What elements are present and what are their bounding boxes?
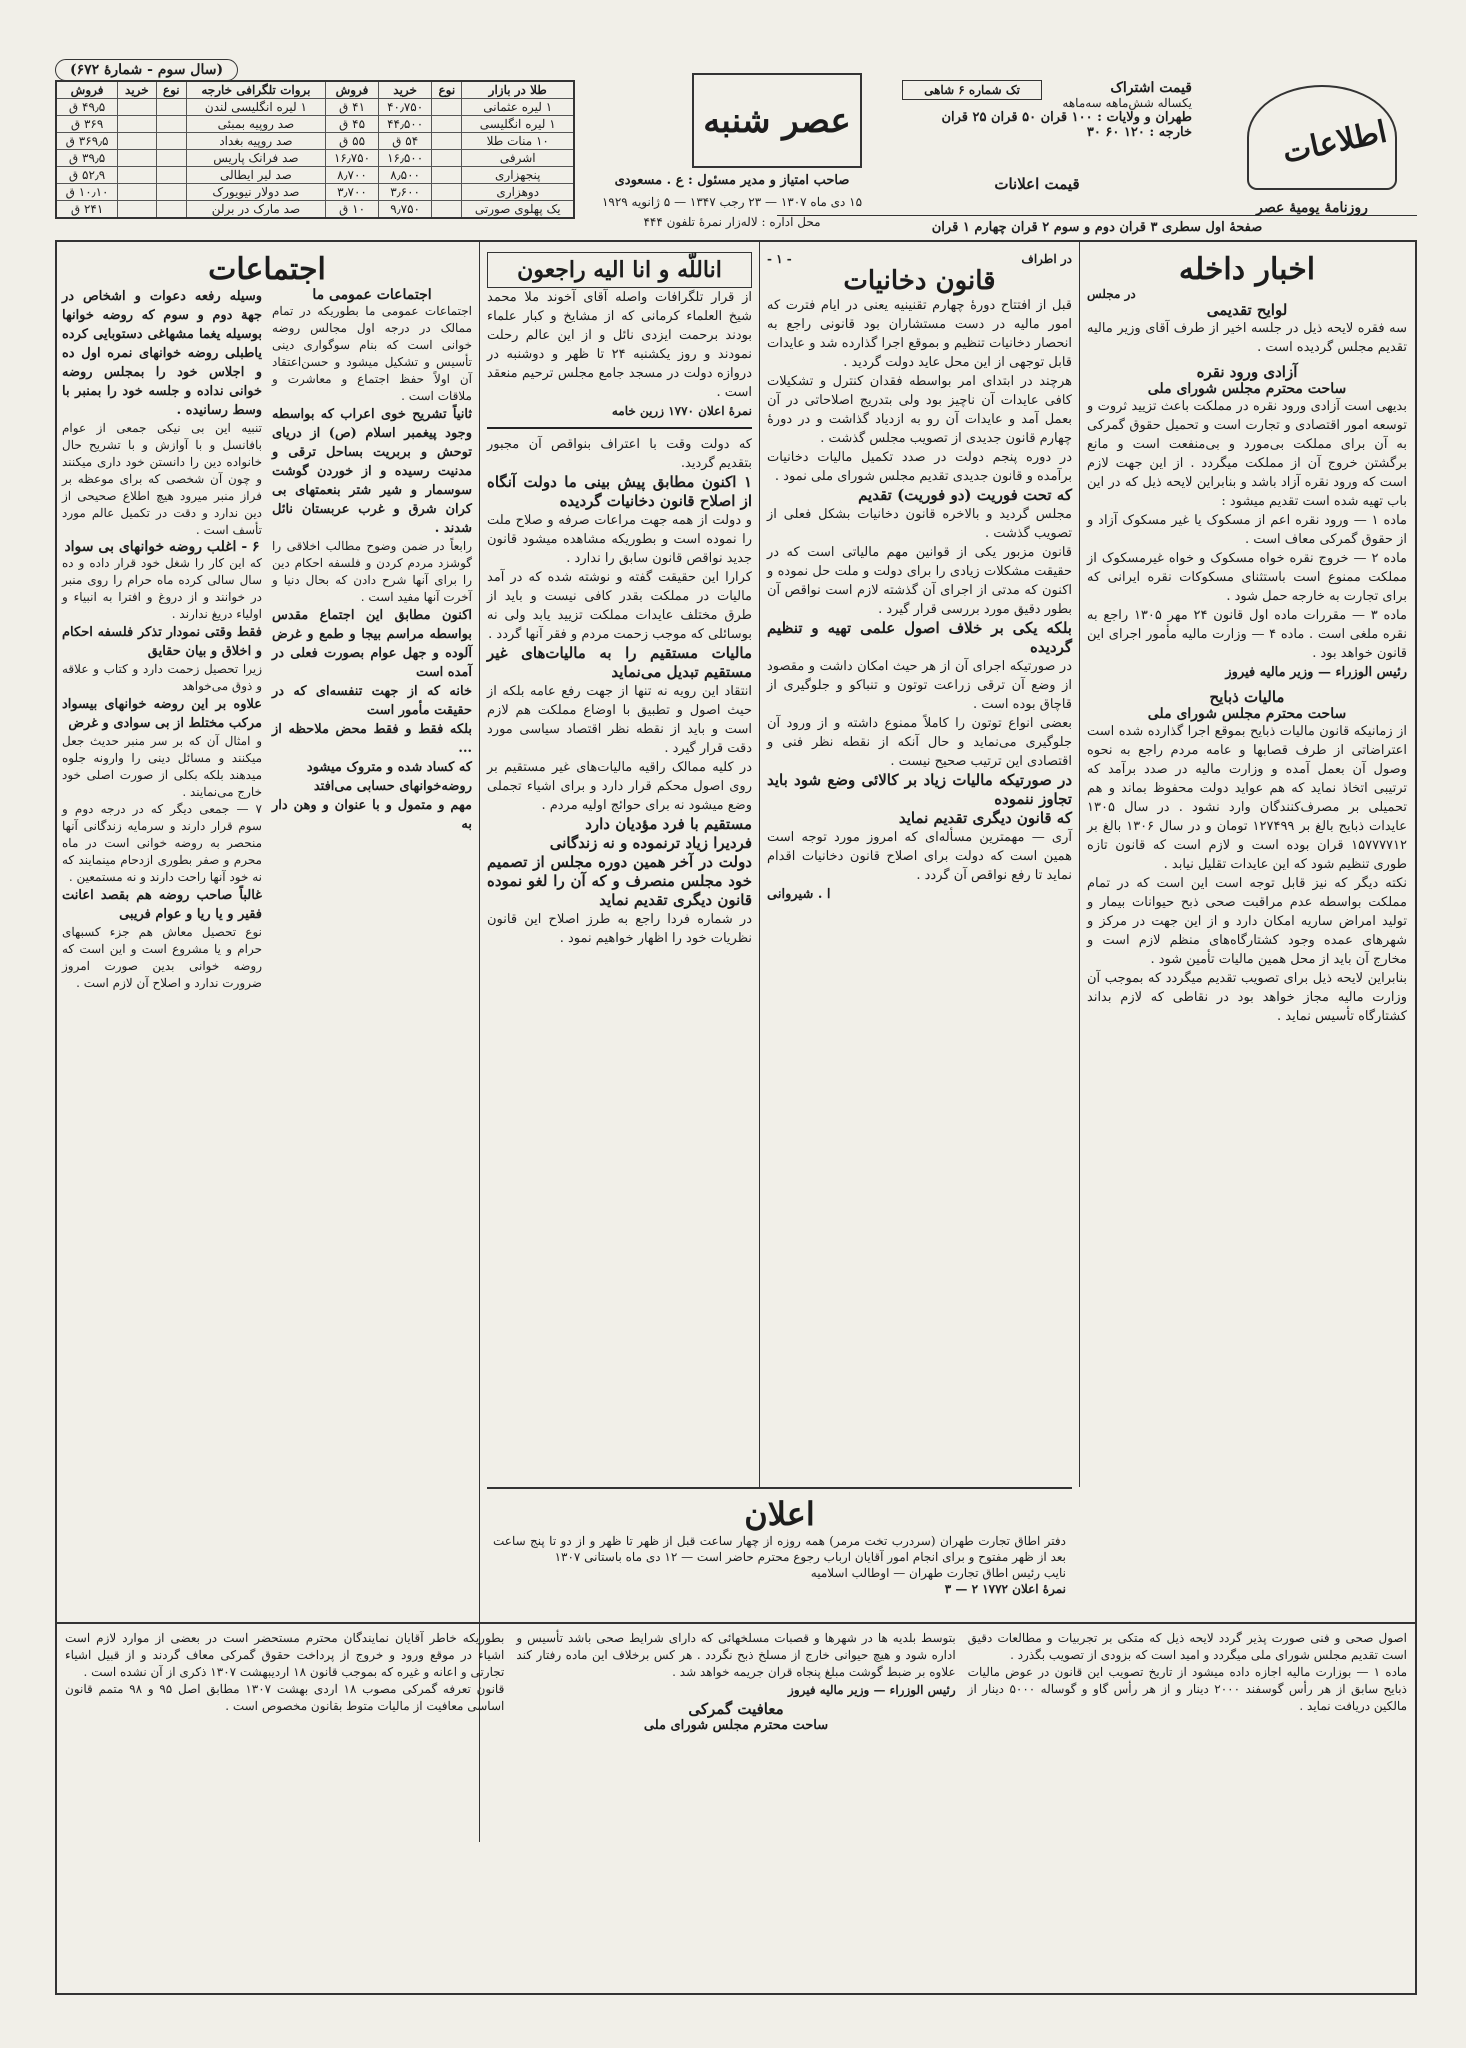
heading: ساحت محترم مجلس شورای ملی	[1147, 706, 1347, 722]
bold-line: علاوه بر این روضه خوانهای بیسواد مرکب مختلط از بی سوادی و غرض	[62, 697, 262, 731]
exchange-cell: صد روپیه بمبئی	[186, 116, 325, 133]
paragraph: قبل از افتتاح دورهٔ چهارم تقنینیه یعنی در ایام فترت که امور مالیه در دست مستشاران بود قانونی راجع به انحصار دخانیات تنظیم و بموقع اجرا گذارده شد و عایدات قابل توجهی از این محل عاید دولت گردید .	[767, 298, 1072, 370]
paragraph: در شماره فردا راجع به طرز اصلاح این قانون نظریات خود را اظهار خواهیم نمود .	[487, 912, 752, 946]
heading: اجتماعات عمومی ما	[312, 287, 432, 303]
exchange-cell: ۴۴٫۵۰۰	[379, 116, 432, 133]
column-tobacco-law	[767, 252, 1072, 904]
exchange-cell: ۸٫۷۰۰	[325, 167, 378, 184]
exchange-cell: ۹٫۷۵۰	[379, 201, 432, 219]
exchange-cell: ۱۰ ق	[325, 201, 378, 219]
paragraph: بعضی انواع توتون را کاملاً ممنوع داشته و از ورود آن جلوگیری می‌نماید و حال آنکه از نقطه نظر فنی و اقتصادی این ترتیب صحیح نیست .	[767, 716, 1072, 769]
sub-heading: در مجلس	[1087, 287, 1136, 301]
paragraph: قانون تعرفه گمرکی مصوب ۱۸ اردی بهشت ۱۳۰۷ مطابق اصل ۹۵ و ۹۸ متمم قانون اساسی معافیت از مالیات متوط بقانون مخصوص است .	[65, 1682, 505, 1713]
section-title-domestic: اخبار داخله	[1178, 252, 1316, 287]
exchange-cell	[432, 116, 462, 133]
exchange-row	[56, 184, 574, 201]
column-divider	[1079, 242, 1080, 1487]
exchange-cell: یک پهلوی صورتی	[462, 201, 574, 219]
subscription-tehran: طهران و ولایات : ۱۰۰ قران ۵۰ قران ۲۵ قران	[941, 110, 1192, 125]
exchange-cell: ۳۹٫۵ ق	[56, 150, 118, 167]
exchange-cell: ۳٫۶۰۰	[379, 184, 432, 201]
heading: معافیت گمرکی	[688, 1700, 784, 1718]
exchange-cell: ۵۲٫۹ ق	[56, 167, 118, 184]
paragraph: ماده ۱ — بوزارت مالیه اجازه داده میشود از تاریخ تصویب این قانون در عوض مالیات ذبایح سابق از هر رأس گوسفند ۲۰۰۰ دینار و از هر رأس گاو و گوساله ۵۰۰۰ دینار از مالکین دریافت نماید .	[967, 1665, 1408, 1713]
exchange-cell: ۴۰٫۷۵۰	[379, 99, 432, 116]
paragraph: بتوسط بلدیه ها در شهرها و قصبات مسلخهائی که دارای شرایط صحی باشد تأسیس و اداره شود و هیچ حیوانی خارج از مسلخ ذبح نگردد . هر کس برخلاف این ماده رفتار کند علاوه بر ضبط گوشت مبلغ پنجاه قران جریمه خواهد شد .	[516, 1631, 956, 1679]
heading: ۶ - اغلب روضه خوانهای بی سواد	[64, 539, 260, 555]
office-line: محل اداره : لاله‌زار نمرهٔ تلفون ۴۴۴	[643, 215, 821, 229]
paragraph: اجتماعات عمومی ما بطوریکه در تمام ممالک در درجه اول مجالس روضه خوانی است که بنام سوگواری دینی تأسیس و تشکیل میشود و حسن‌اعتقاد آن اولاً حفظ اجتماع و معاشرت و ملاقات است .	[272, 304, 472, 403]
exchange-cell	[432, 133, 462, 150]
bold-line: غالباً صاحب روضه هم بقصد اعانت فقیر و یا ریا و عوام فریبی	[62, 888, 262, 922]
paragraph: زیرا تحصیل زحمت دارد و کتاب و علاقه و ذوق می‌خواهد	[62, 662, 262, 693]
paragraph: از زمانیکه قانون مالیات ذبایح بموقع اجرا گذارده شده است اعتراضاتی از طرف قصابها و عامه مردم راجع به نحوه وصول آن بعمل آمده و وزارت مالیه در صدد برآمد که ترتیبی اتخاذ نماید که هم عواید دولت محفوظ بماند و هم تحمیلی بر مصرف‌کنندگان وارد نشود . در سال ۱۳۰۵ عایدات ذبایح بالغ بر ۱۲۷۴۹۹ تومان و در سال ۱۳۰۶ بالغ بر ۱۵۷۷۷۷۱۲ قران بوده است و لازم است که قانون تازه طوری تنظیم شود که این عایدات تقلیل نیابد .	[1087, 724, 1407, 872]
exchange-cell: ۲۴۱ ق	[56, 201, 118, 219]
exchange-header: خرید	[379, 81, 432, 99]
paragraph: و دولت از همه جهت مراعات صرفه و صلاح ملت را نموده است و بطوریکه مشاهده میشود قانون جدید نواقص قانون سابق را ندارد .	[487, 513, 752, 566]
paragraph: هرچند در ابتدای امر بواسطه فقدان کنترل و تشکیلات کافی عایدات آن ناچیز بود ولی بتدریج اصلاحاتی در آن بعمل آمد و عایدات آن رو به ازدیاد گذاشت و در دورهٔ چهارم قانون جدیدی از تصویب مجلس گذشت .	[767, 374, 1072, 446]
head-small: در اطراف	[1021, 252, 1072, 266]
logo-title: اطلاعات	[1279, 114, 1390, 171]
bold-line: بلکه یکی بر خلاف اصول علمی تهیه و تنظیم گردیده	[767, 619, 1072, 656]
subscription-title: قیمت اشتراک	[1110, 80, 1192, 96]
exchange-cell: صد فرانک پاریس	[186, 150, 325, 167]
exchange-cell	[118, 184, 156, 201]
notice-signature: نایب رئیس اطاق تجارت طهران — اوطالب اسلامیه	[810, 1566, 1066, 1580]
newspaper-page	[55, 55, 1417, 1995]
paragraph: آری — مهمترین مسأله‌ای که امروز مورد توجه است همین است که دولت برای اصلاح قانون دخانیات اقدام نماید تا رفع نواقص آن گردد .	[767, 830, 1072, 883]
exchange-cell	[432, 167, 462, 184]
signature: رئیس الوزراء — وزیر مالیه فیروز	[788, 1683, 956, 1697]
exchange-cell: ۱ لیره انگلیسی	[462, 116, 574, 133]
paragraph: که دولت وقت با اعتراف بنواقص آن مجبور بتقدیم گردید.	[487, 437, 752, 471]
exchange-cell	[118, 116, 156, 133]
exchange-cell	[432, 150, 462, 167]
bold-line: اکنون مطابق این اجتماع مقدس بواسطه مراسم بیجا و طمع و غرض آلوده و جهل عوام بصورت فعلی در آمده است	[272, 608, 472, 680]
heading: ساحت محترم مجلس شورای ملی	[643, 1718, 829, 1733]
exchange-cell: ۴۱ ق	[325, 99, 378, 116]
exchange-cell: ۳٫۷۰۰	[325, 184, 378, 201]
exchange-header: خرید	[118, 81, 156, 99]
column-obituary	[487, 252, 752, 948]
section-title-tobacco: قانون دخانیات	[843, 266, 996, 296]
bold-line: فقط وقتی نمودار تذکر فلسفه احکام و اخلاق و بیان حقایق	[62, 625, 262, 659]
heading: لوایح تقدیمی	[1206, 301, 1288, 319]
exchange-cell: اشرفی	[462, 150, 574, 167]
exchange-cell: ۱ لیره انگلیسی لندن	[186, 99, 325, 116]
ads-price-line: صفحهٔ اول سطری ۳ قران دوم و سوم ۲ قران چهارم ۱ قران	[777, 215, 1417, 235]
exchange-cell: ۱۶٫۷۵۰	[325, 150, 378, 167]
paragraph: قانون مزبور یکی از قوانین مهم مالیاتی است که در حقیقت مشکلات زیادی را برای دولت و ملت حل نموده و اکنون که مدتی از اجرای آن گذشته لازم است نواقص آن بطور دقیق مورد بررسی قرار گیرد .	[767, 545, 1072, 617]
heading: ساحت محترم مجلس شورای ملی	[1147, 381, 1347, 397]
bold-line: در صورتیکه مالیات زیاد بر کالائی وضع شود باید تجاوز ننموده	[767, 771, 1072, 808]
exchange-cell	[432, 184, 462, 201]
paragraph: نوع تحصیل معاش هم جزء کسبهای حرام و یا مشروع است و این است که روضه خوانی بدین صورت امروز ضرورت ندارد و اصلاح آن لازم است .	[62, 925, 262, 990]
exchange-header: فروش	[325, 81, 378, 99]
paragraph: وسیله رفعه دعوات و اشخاص در جهة دوم و سوم که روضه خوانها بوسیله یغما مشهاغی دستوبایی کرده یاطبلی روضه خوانهای نمره اول ده و اجلاس خود را بمجلس روضه خوانی نداده و جلسه خود را بمنبر با وسط رسانیده .	[62, 289, 262, 418]
paragraph: بطوریکه خاطر آقایان نمایندگان محترم مستحضر است در بعضی از موارد لازم است اشیاء در موقع ورود و خروج از پرداخت حقوق گمرکی معاف گردند و از قبیل اشیاء تجارتی و اعانه و غیره که بموجب قانون ۱۸ اردیبهشت ۱۳۰۷ ذکری از آن نشده است .	[65, 1631, 505, 1679]
heading: آزادی ورود نقره	[1196, 363, 1298, 381]
exchange-row	[56, 116, 574, 133]
paragraph: بدیهی است آزادی ورود نقره در مملکت باعث تزیید ثروت و توسعه امور اقتصادی و تجارت است و تحمیل حقوق گمرکی به آن برای مملکت بی‌مورد و بی‌منفعت است و مانع برگشتن خروج آن از مملکت میگردد . از این جهت لازم است که ورود نقره آزاد باشد و بنابراین لایحه ذیل که در این باب تهیه شده است تقدیم میشود :	[1087, 399, 1407, 509]
exchange-cell: ۱۶٫۵۰۰	[379, 150, 432, 167]
exchange-cell: پنجهزاری	[462, 167, 574, 184]
exchange-cell	[118, 150, 156, 167]
bold-line: مستقیم با فرد مؤدیان دارد	[585, 815, 752, 833]
section-title-gatherings: اجتماعات	[208, 252, 326, 287]
bold-line: خانه که از جهت تنفسه‌ای که در حقیقت مأمور است	[272, 684, 472, 718]
column-domestic-news	[1087, 252, 1407, 1026]
exchange-cell: ۳۶۹ ق	[56, 116, 118, 133]
notice-title: اعلان	[744, 1495, 815, 1533]
paragraph: رابعاً در ضمن وضوح مطالب اخلاقی را گوشزد مردم کردن و فلسفه احکام دین را برای آنها شرح دادن که بحال دنیا و آخرت آنها مفید است .	[272, 539, 472, 604]
paragraph: نکته دیگر که نیز قابل توجه است این است که در تمام مملکت بواسطه عدم مراقبت صحی ذبح حیوانات بیمار و تولید امراض ساریه امکان دارد و از این جهت در مرکز و شهرهای عمده وجود کشتارگاه‌های منظم لازم است و مخارج آن باید از محل همین مالیات تأمین شود .	[1087, 876, 1407, 967]
exchange-header: فروش	[56, 81, 118, 99]
exchange-cell	[156, 116, 186, 133]
exchange-header: طلا در بازار	[462, 81, 574, 99]
bold-line: دولت در آخر همین دوره مجلس از تصمیم خود مجلس منصرف و که آن را لغو نموده قانون دیگری تقدیم نماید	[487, 853, 752, 909]
exchange-cell	[156, 133, 186, 150]
exchange-cell	[156, 201, 186, 219]
owner-line: صاحب امتیاز و مدیر مسئول : ع . مسعودی	[614, 173, 850, 188]
notice-body: دفتر اطاق تجارت طهران (سردرب تخت مرمر) همه روزه از چهار ساعت قبل از ظهر تا ظهر و از دو تا پنج ساعت بعد از ظهر مفتوح و برای انجام امور آقایان ارباب رجوع محترم حاضر است — ۱۲ دی ماه باستانی ۱۳۰۷	[493, 1534, 1066, 1564]
notice-box	[487, 1487, 1072, 1612]
year-issue: (سال سوم - شمارهٔ ۶۷۲)	[55, 59, 238, 81]
signature: رئیس الوزراء — وزیر مالیه فیروز	[1225, 665, 1407, 680]
paragraph: در صورتیکه اجرای آن از هر حیث امکان داشت و مقصود از وضع آن ترقی زراعت توتون و تنباکو و جلوگیری از قاچاق بوده است .	[767, 659, 1072, 712]
ad-number: نمرهٔ اعلان ۱۷۷۰ زرین خامه	[611, 404, 752, 418]
notice-number: نمرهٔ اعلان ۱۷۷۲ ۲ — ۳	[944, 1582, 1066, 1596]
paragraph: ماده ۲ — خروج نقره خواه مسکوک و خواه غیرمسکوک از مملکت ممنوع است باستثنای مسکوکات نقره ایرانی که برای تجارت به خارجه حمل شود .	[1087, 551, 1407, 604]
exchange-table	[55, 80, 575, 219]
exchange-cell: صد روپیه بغداد	[186, 133, 325, 150]
bold-line: مالیات مستقیم را به مالیات‌های غیر مستقیم تبدیل می‌نماید	[487, 644, 752, 681]
exchange-row	[56, 99, 574, 116]
paragraph: و امثال آن که بر سر منبر حدیث جعل میکنند و مسائل دینی را وارونه جلوه میدهند بلکه بکلی از صورت اصلی خود خارج می‌نمایند .	[62, 734, 262, 799]
exchange-cell: صد مارک در برلن	[186, 201, 325, 219]
exchange-cell	[118, 201, 156, 219]
bold-line: ۱ اکنون مطابق پیش بینی ما دولت آنگاه از اصلاح قانون دخانیات گردیده	[487, 473, 752, 510]
paragraph: مجلس گردید و بالاخره قانون دخانیات بشکل فعلی از تصویب گذشت .	[767, 507, 1072, 541]
paragraph: ماده ۳ — مقررات ماده اول قانون ۲۴ مهر ۱۳۰۵ راجع به نقره ملغی است . ماده ۴ — وزارت مالیه مأمور اجرای این قانون خواهد بود .	[1087, 608, 1408, 661]
logo	[1227, 75, 1417, 200]
subscription-periods: یکساله شش‌ماهه سه‌ماهه	[1062, 96, 1192, 110]
paragraph: که این کار را شغل خود قرار داده و ده سال سالی کرده ماه حرام را روی منبر در خوانند و از دروغ و افترا به انبیاء و اولیاء دریغ ندارند .	[62, 556, 262, 621]
exchange-cell: دوهزاری	[462, 184, 574, 201]
exchange-cell: صد لیر ایطالی	[186, 167, 325, 184]
exchange-cell: ۱ لیره عثمانی	[462, 99, 574, 116]
exchange-header-row	[56, 81, 574, 99]
paragraph: انتقاد این رویه نه تنها از جهت رفع عامه بلکه از حیث اصول و تطبیق با اوضاع مملکت هم لازم است و باید از نقطه نظر اقتصاد سیاسی مورد دقت قرار گیرد .	[487, 684, 752, 756]
exchange-header: بروات تلگرافی خارجه	[186, 81, 325, 99]
bold-line: که قانون دیگری تقدیم نماید	[898, 809, 1072, 827]
part-number: - ۱ -	[767, 252, 792, 266]
paragraph: کرارا این حقیقت گفته و نوشته شده که در آمد مالیات در مملکت بقدر کافی نیست و باید از طرق مختلف عایدات مملکت تزیید یابد ولی نه بوسائلی که موجب زحمت مردم و فقر آنها گردد .	[487, 570, 752, 642]
bold-line: روضه‌خوانهای حسابی می‌افتد	[313, 779, 472, 794]
paragraph: سه فقره لایحه ذیل در جلسه اخیر از طرف آقای وزیر مالیه تقدیم مجلس گردیده است .	[1087, 321, 1407, 355]
column-gatherings	[62, 252, 472, 992]
exchange-cell: ۱۰ منات طلا	[462, 133, 574, 150]
paragraph: از قرار تلگرافات واصله آقای آخوند ملا محمد شیخ العلماء کرمانی که از مشایخ و کبار علماء بودند برحمت ایزدی نائل و از این عالم رحلت نمودند و روز یکشنبه ۲۴ تا ظهر و دوشنبه در دروازه دولت در مسجد جامع مجلس ترحیم منعقد است .	[487, 290, 753, 400]
bold-line: ثانیاً تشریح خوی اعراب که بواسطه وجود پیغمبر اسلام (ص) از دریای توحش و بربریت بساحل ترقی و مدنیت رسیده و از خوردن گوشت سوسمار و شیر شتر بنعمتهای بی کران شرق و غرب عربستان نائل شدند .	[272, 407, 472, 536]
exchange-header: نوع	[156, 81, 186, 99]
bold-line: بلکه فقط و فقط محض ملاحظه از ...	[272, 722, 472, 756]
exchange-cell	[432, 99, 462, 116]
exchange-cell	[156, 167, 186, 184]
logo-subtitle: روزنامهٔ یومیهٔ عصر	[1256, 200, 1368, 216]
exchange-cell: ۱۰٫۱۰ ق	[56, 184, 118, 201]
content-frame	[55, 240, 1417, 1995]
exchange-row	[56, 133, 574, 150]
paragraph: در کلیه ممالک راقیه مالیات‌های غیر مستقیم بر روی اصول محکم قرار دارد و برای اشیاء تجملی وضع میشود نه برای حوائج اولیه مردم .	[487, 760, 752, 813]
exchange-cell: ۴۵ ق	[325, 116, 378, 133]
exchange-cell	[156, 184, 186, 201]
obituary-title: اناللّه و انا الیه راجعون	[487, 252, 752, 288]
bold-line: که کساد شده و متروک میشود	[306, 760, 472, 775]
paragraph: بنابراین لایحه ذیل برای تصویب تقدیم میگردد که بموجب آن وزارت مالیه مجاز خواهد بود در نقاطی که لازم بداند کشتارگاه تأسیس نماید .	[1087, 971, 1407, 1024]
exchange-cell	[118, 167, 156, 184]
single-issue-price: تک شماره ۶ شاهی	[902, 80, 1042, 100]
signature: ا . شیروانی	[767, 887, 831, 902]
exchange-cell	[156, 99, 186, 116]
exchange-cell: ۸٫۵۰۰	[379, 167, 432, 184]
exchange-cell: ۴۹٫۵ ق	[56, 99, 118, 116]
bottom-band	[57, 1622, 1415, 1739]
paragraph: ۷ — جمعی دیگر که در درجه دوم و سوم قرار دارند و سرمایه زندگانی آنها منحصر به روضه خوانی است در ماه محرم و صفر بطوری ازدحام مینمایند که نه خود آنها راحت دارند و نه مستمعین .	[62, 802, 262, 884]
paragraph: اصول صحی و فنی صورت پذیر گردد لایحه ذیل که متکی بر تجربیات و مطالعات دقیق است تقدیم مجلس شورای ملی میگردد و امید است که بزودی از تصویب بگذرد .	[967, 1631, 1407, 1662]
exchange-cell: ۳۶۹٫۵ ق	[56, 133, 118, 150]
bold-line: که تحت فوریت (دو فوریت) تقدیم	[858, 486, 1072, 504]
column-divider	[479, 242, 480, 1842]
paper-name: عصر شنبه	[692, 73, 862, 168]
subscription-abroad: خارجه : ۱۲۰ ۶۰ ۳۰	[1086, 125, 1192, 140]
exchange-cell: ۵۵ ق	[325, 133, 378, 150]
exchange-cell	[118, 133, 156, 150]
exchange-cell: صد دولار نیویورک	[186, 184, 325, 201]
column-divider	[759, 242, 760, 1487]
paragraph: ماده ۱ — ورود نقره اعم از مسکوک یا غیر مسکوک آزاد و از حقوق گمرکی معاف است .	[1087, 513, 1407, 547]
exchange-cell	[118, 99, 156, 116]
exchange-header: نوع	[432, 81, 462, 99]
date-line: ۱۵ دی ماه ۱۳۰۷ — ۲۳ رجب ۱۳۴۷ — ۵ ژانویه ۱۹۲۹	[601, 195, 863, 209]
exchange-row	[56, 167, 574, 184]
paragraph: تنبیه این بی نیکی جمعی از عوام بافانسل و با آوازش و با تشریح حال خانواده دین را دانستن خود داری میکنند و چون آن شخصی که برای موعظه بر فراز منبر میرود هیچ اطلاع صحیحی از دین ندارد و دقت در تکمیل عالم مورد تأسف است .	[62, 421, 262, 537]
exchange-cell: ۵۴ ق	[379, 133, 432, 150]
bold-line: فردیرا زیاد ترنموده و نه زندگانی	[549, 834, 752, 852]
exchange-row	[56, 150, 574, 167]
exchange-row	[56, 201, 574, 219]
bold-line: مهم و متمول و با عنوان و وهن دار به	[272, 798, 472, 832]
exchange-cell	[156, 150, 186, 167]
exchange-cell	[432, 201, 462, 219]
ads-price-title: قیمت اعلانات	[994, 175, 1080, 193]
heading: مالیات ذبایح	[1209, 688, 1285, 706]
paragraph: در دوره پنجم دولت در صدد تکمیل مالیات دخانیات برآمده و قانون جدیدی تقدیم مجلس شورای ملی نمود .	[767, 450, 1072, 484]
